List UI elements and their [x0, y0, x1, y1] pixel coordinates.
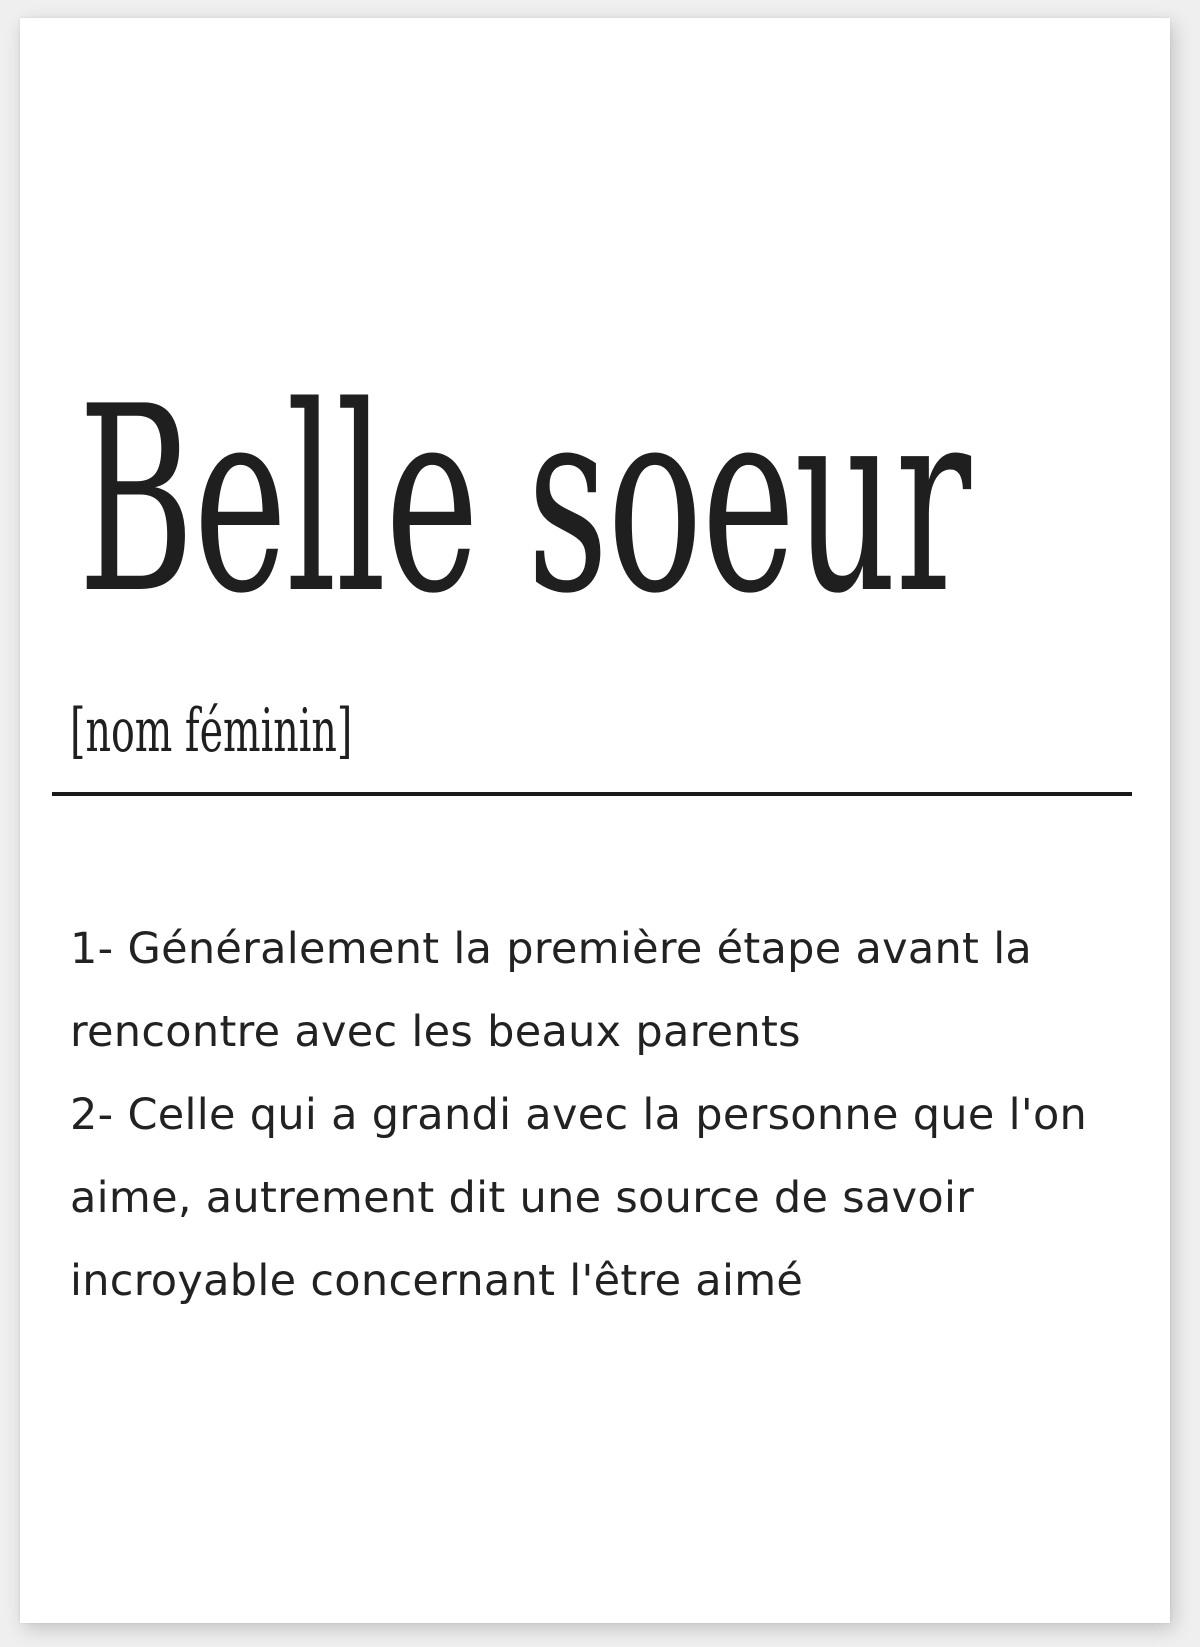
divider-line — [52, 792, 1132, 796]
headword-title: Belle soeur — [78, 352, 970, 650]
definition-item-1: 1- Généralement la première étape avant la rencontre avec les beaux parents — [70, 924, 1033, 1057]
definition-list — [70, 908, 1130, 1323]
poster-card — [20, 18, 1170, 1623]
grammar-label: [nom féminin] — [70, 696, 353, 766]
definition-item-2: 2- Celle qui a grandi avec la personne que l'on aime, autrement dit une source de savoir incroyable concernant l'être aimé — [70, 1090, 1088, 1306]
